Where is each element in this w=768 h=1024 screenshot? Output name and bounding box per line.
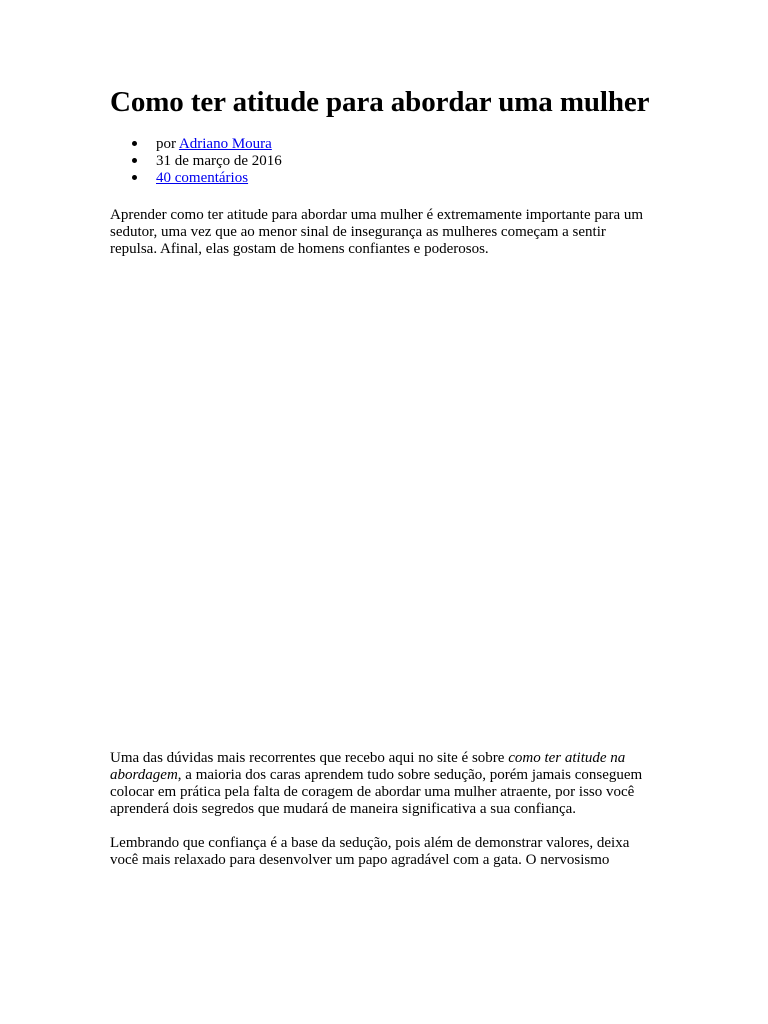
post-meta-list <box>110 136 650 187</box>
bullet-icon <box>132 175 137 180</box>
meta-date-item <box>110 153 650 170</box>
page-title: Como ter atitude para abordar uma mulher <box>110 86 650 118</box>
paragraph-body-2: Lembrando que confiança é a base da sedução, pois além de demonstrar valores, deixa você mais relaxado para desenvolver um papo agradável com a gata. O nervosismo <box>110 835 630 868</box>
author-prefix: por <box>156 136 179 152</box>
blank-space <box>110 258 650 750</box>
bullet-icon <box>132 158 137 163</box>
emphasis-text: como ter atitude na abordagem <box>110 750 626 783</box>
comments-link[interactable]: 40 comentários <box>156 170 249 186</box>
paragraph-text: Uma das dúvidas mais recorrentes que recebo aqui no site é sobre <box>110 750 509 766</box>
article <box>110 86 650 869</box>
paragraph-body-1 <box>110 750 650 818</box>
meta-comments-item <box>110 170 650 187</box>
meta-author-item <box>110 136 650 153</box>
paragraph-text: , a maioria dos caras aprendem tudo sobre sedução, porém jamais conseguem colocar em prática pela falta de coragem de abordar uma mulher atraente, por isso você aprenderá dois segredos que mudará de maneira significativa a sua confiança. <box>110 767 643 817</box>
paragraph-intro: Aprender como ter atitude para abordar uma mulher é extremamente importante para um sedutor, uma vez que ao menor sinal de insegurança as mulheres começam a sentir repulsa. Afinal, elas gostam de homens confiantes e poderosos. <box>110 207 644 257</box>
bullet-icon <box>132 141 137 146</box>
post-date: 31 de março de 2016 <box>156 153 282 169</box>
author-link[interactable]: Adriano Moura <box>178 136 272 152</box>
